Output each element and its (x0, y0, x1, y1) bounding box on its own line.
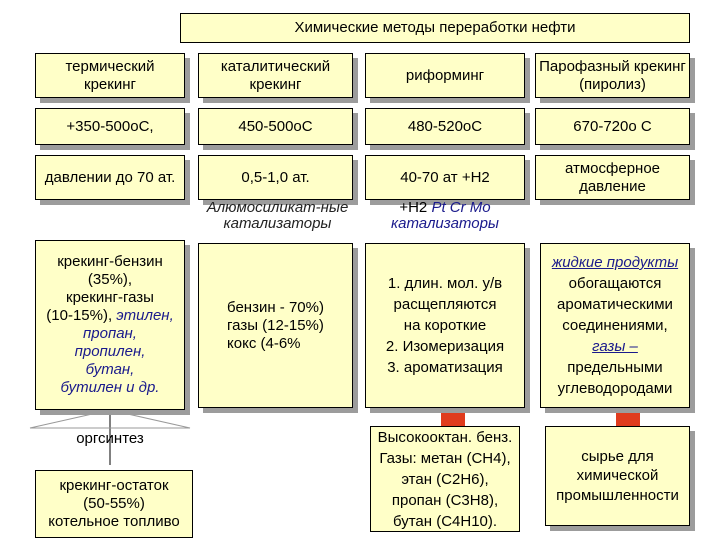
pyrolysis-out-line2: химической (576, 467, 659, 485)
reforming-out-line4: пропан (С3Н8), (391, 491, 499, 509)
reforming-line2: расщепляются (393, 296, 497, 313)
pressure-pyrolysis (535, 155, 690, 200)
thermal-propylene: пропилен, (74, 343, 146, 360)
pressure-reforming-text: 40-70 ат +Н2 (400, 168, 490, 186)
header-thermal-cracking (35, 53, 185, 98)
pyrolysis-line7: углеводородами (557, 380, 673, 397)
header-catalytic-text: каталитический крекинг (220, 58, 331, 93)
pyrolysis-products (540, 243, 690, 408)
catalytic-line3: кокс (4-6% (227, 334, 301, 352)
temp-pyrolysis-text: 670-720о С (573, 117, 652, 135)
pyrolysis-out-line1: сырье для (581, 447, 654, 465)
pyrolysis-line4: соединениями, (562, 317, 668, 334)
reforming-steps (365, 243, 525, 408)
thermal-butane: бутан, (85, 361, 135, 378)
catalyst-reforming-metals: Pt Cr Mo (431, 199, 491, 216)
pressure-catalytic-text: 0,5-1,0 ат. (241, 168, 310, 186)
pyrolysis-line3: ароматическими (557, 296, 673, 313)
reforming-out-line3: этан (С2Н6), (401, 470, 489, 488)
reforming-out-line1: Высокооктан. бенз. (377, 428, 513, 446)
header-thermal-text: термический крекинг (65, 58, 155, 93)
pyrolysis-output (545, 426, 690, 526)
temp-reforming (365, 108, 525, 145)
residue-line1: крекинг-остаток (59, 477, 169, 494)
reforming-out-line5: бутан (С4Н10). (392, 512, 498, 530)
catalyst-reforming-label: катализаторы (391, 214, 499, 232)
header-reforming-text: риформинг (405, 66, 485, 84)
diagram-title (180, 13, 690, 43)
pyrolysis-line1: жидкие продукты (551, 254, 679, 271)
header-reforming (365, 53, 525, 98)
thermal-ethylene: этилен, (116, 307, 174, 324)
catalytic-products (198, 243, 353, 408)
temp-catalytic (198, 108, 353, 145)
catalyst-catalytic (195, 200, 360, 232)
temp-thermal-text: +350-500оС, (66, 117, 154, 135)
pressure-thermal-text: давлении до 70 ат. (44, 168, 176, 186)
orgsynthesis-text: оргсинтез (76, 430, 144, 447)
temp-catalytic-text: 450-500оС (238, 117, 313, 135)
thermal-butylene: бутилен и др. (60, 379, 160, 396)
reforming-output (370, 426, 520, 532)
thermal-line3: крекинг-газы (66, 289, 154, 306)
residue-box (35, 470, 193, 538)
header-pyrolysis-text: Парофазный крекинг (пиролиз) (539, 58, 686, 93)
residue-line2: (50-55%) (83, 495, 145, 512)
thermal-propane: пропан, (83, 325, 137, 342)
pressure-pyrolysis-text: атмосферное давление (564, 160, 661, 195)
pyrolysis-line6: предельными (567, 359, 663, 376)
pressure-thermal (35, 155, 185, 200)
pyrolysis-out-line3: промышленности (556, 486, 679, 504)
thermal-line1: крекинг-бензин (57, 253, 163, 270)
header-catalytic-cracking (198, 53, 353, 98)
catalytic-line2: газы (12-15%) (227, 316, 324, 334)
reforming-line4: 2. Изомеризация (385, 338, 505, 355)
orgsynthesis-label (45, 430, 175, 447)
reforming-out-line2: Газы: метан (СН4), (379, 449, 511, 467)
pyrolysis-line5: газы – (592, 338, 638, 355)
reforming-line3: на короткие (403, 317, 487, 334)
catalytic-line1: бензин - 70%) (227, 298, 324, 316)
catalyst-reforming (365, 200, 525, 232)
pressure-reforming (365, 155, 525, 200)
thermal-line4: (10-15%), (46, 307, 113, 324)
pressure-catalytic (198, 155, 353, 200)
thermal-products (35, 240, 185, 410)
thermal-line2: (35%), (87, 271, 133, 288)
catalyst-reforming-h2: +Н2 (399, 199, 428, 216)
reforming-line1: 1. длин. мол. у/в (387, 275, 503, 292)
temp-pyrolysis (535, 108, 690, 145)
residue-line3: котельное топливо (48, 513, 180, 530)
reforming-line5: 3. ароматизация (387, 359, 503, 376)
pyrolysis-line2: обогащаются (568, 275, 662, 292)
temp-thermal (35, 108, 185, 145)
title-text: Химические методы переработки нефти (294, 19, 576, 37)
header-pyrolysis (535, 53, 690, 98)
catalyst-catalytic-text: Алюмосиликат-ные катализаторы (206, 199, 349, 232)
temp-reforming-text: 480-520оС (407, 117, 483, 135)
